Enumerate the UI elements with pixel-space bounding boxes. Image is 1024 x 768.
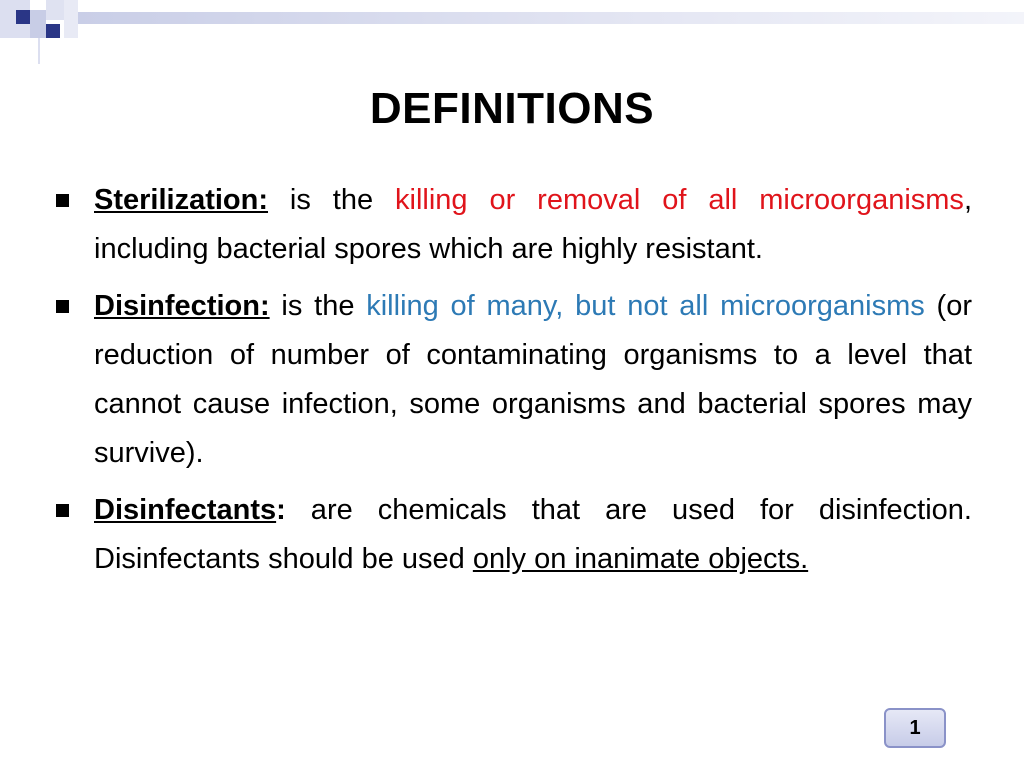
slide-title: DEFINITIONS: [369, 84, 655, 133]
square-bullet-icon: [56, 194, 69, 207]
definition-highlight: killing or removal of all microorganisms: [395, 184, 964, 216]
definition-item: [50, 282, 972, 478]
decor-line: [38, 38, 40, 64]
decor-square: [16, 10, 30, 24]
definition-text: (or reduction of number of contaminating organisms to a level that cannot cause infection, some organisms and bacterial spores may survive).: [94, 290, 972, 469]
definition-item: [50, 486, 972, 584]
decor-square: [64, 0, 78, 38]
page-number: 1: [884, 708, 946, 748]
square-bullet-icon: [56, 300, 69, 313]
decor-band: [78, 12, 1024, 24]
definition-item: [50, 176, 972, 274]
definition-highlight: killing of many, but not all microorganisms: [366, 290, 925, 322]
definition-text: are chemicals that are used for disinfection. Disinfectants should be used: [94, 494, 972, 575]
definition-emphasis: only on inanimate objects.: [472, 543, 809, 575]
definition-term-suffix: :: [276, 494, 286, 526]
decor-square: [30, 10, 46, 38]
square-bullet-icon: [56, 504, 69, 517]
definition-text: is the: [269, 290, 367, 322]
decor-square: [46, 0, 64, 20]
definition-term: Sterilization:: [94, 184, 269, 216]
definition-text: , including bacterial spores which are highly resistant.: [94, 184, 972, 265]
definition-term: Disinfectants: [94, 494, 277, 526]
definition-term: Disinfection:: [94, 290, 270, 322]
definition-list: [50, 176, 972, 592]
definition-text: is the: [268, 184, 396, 216]
decor-square: [46, 24, 60, 38]
